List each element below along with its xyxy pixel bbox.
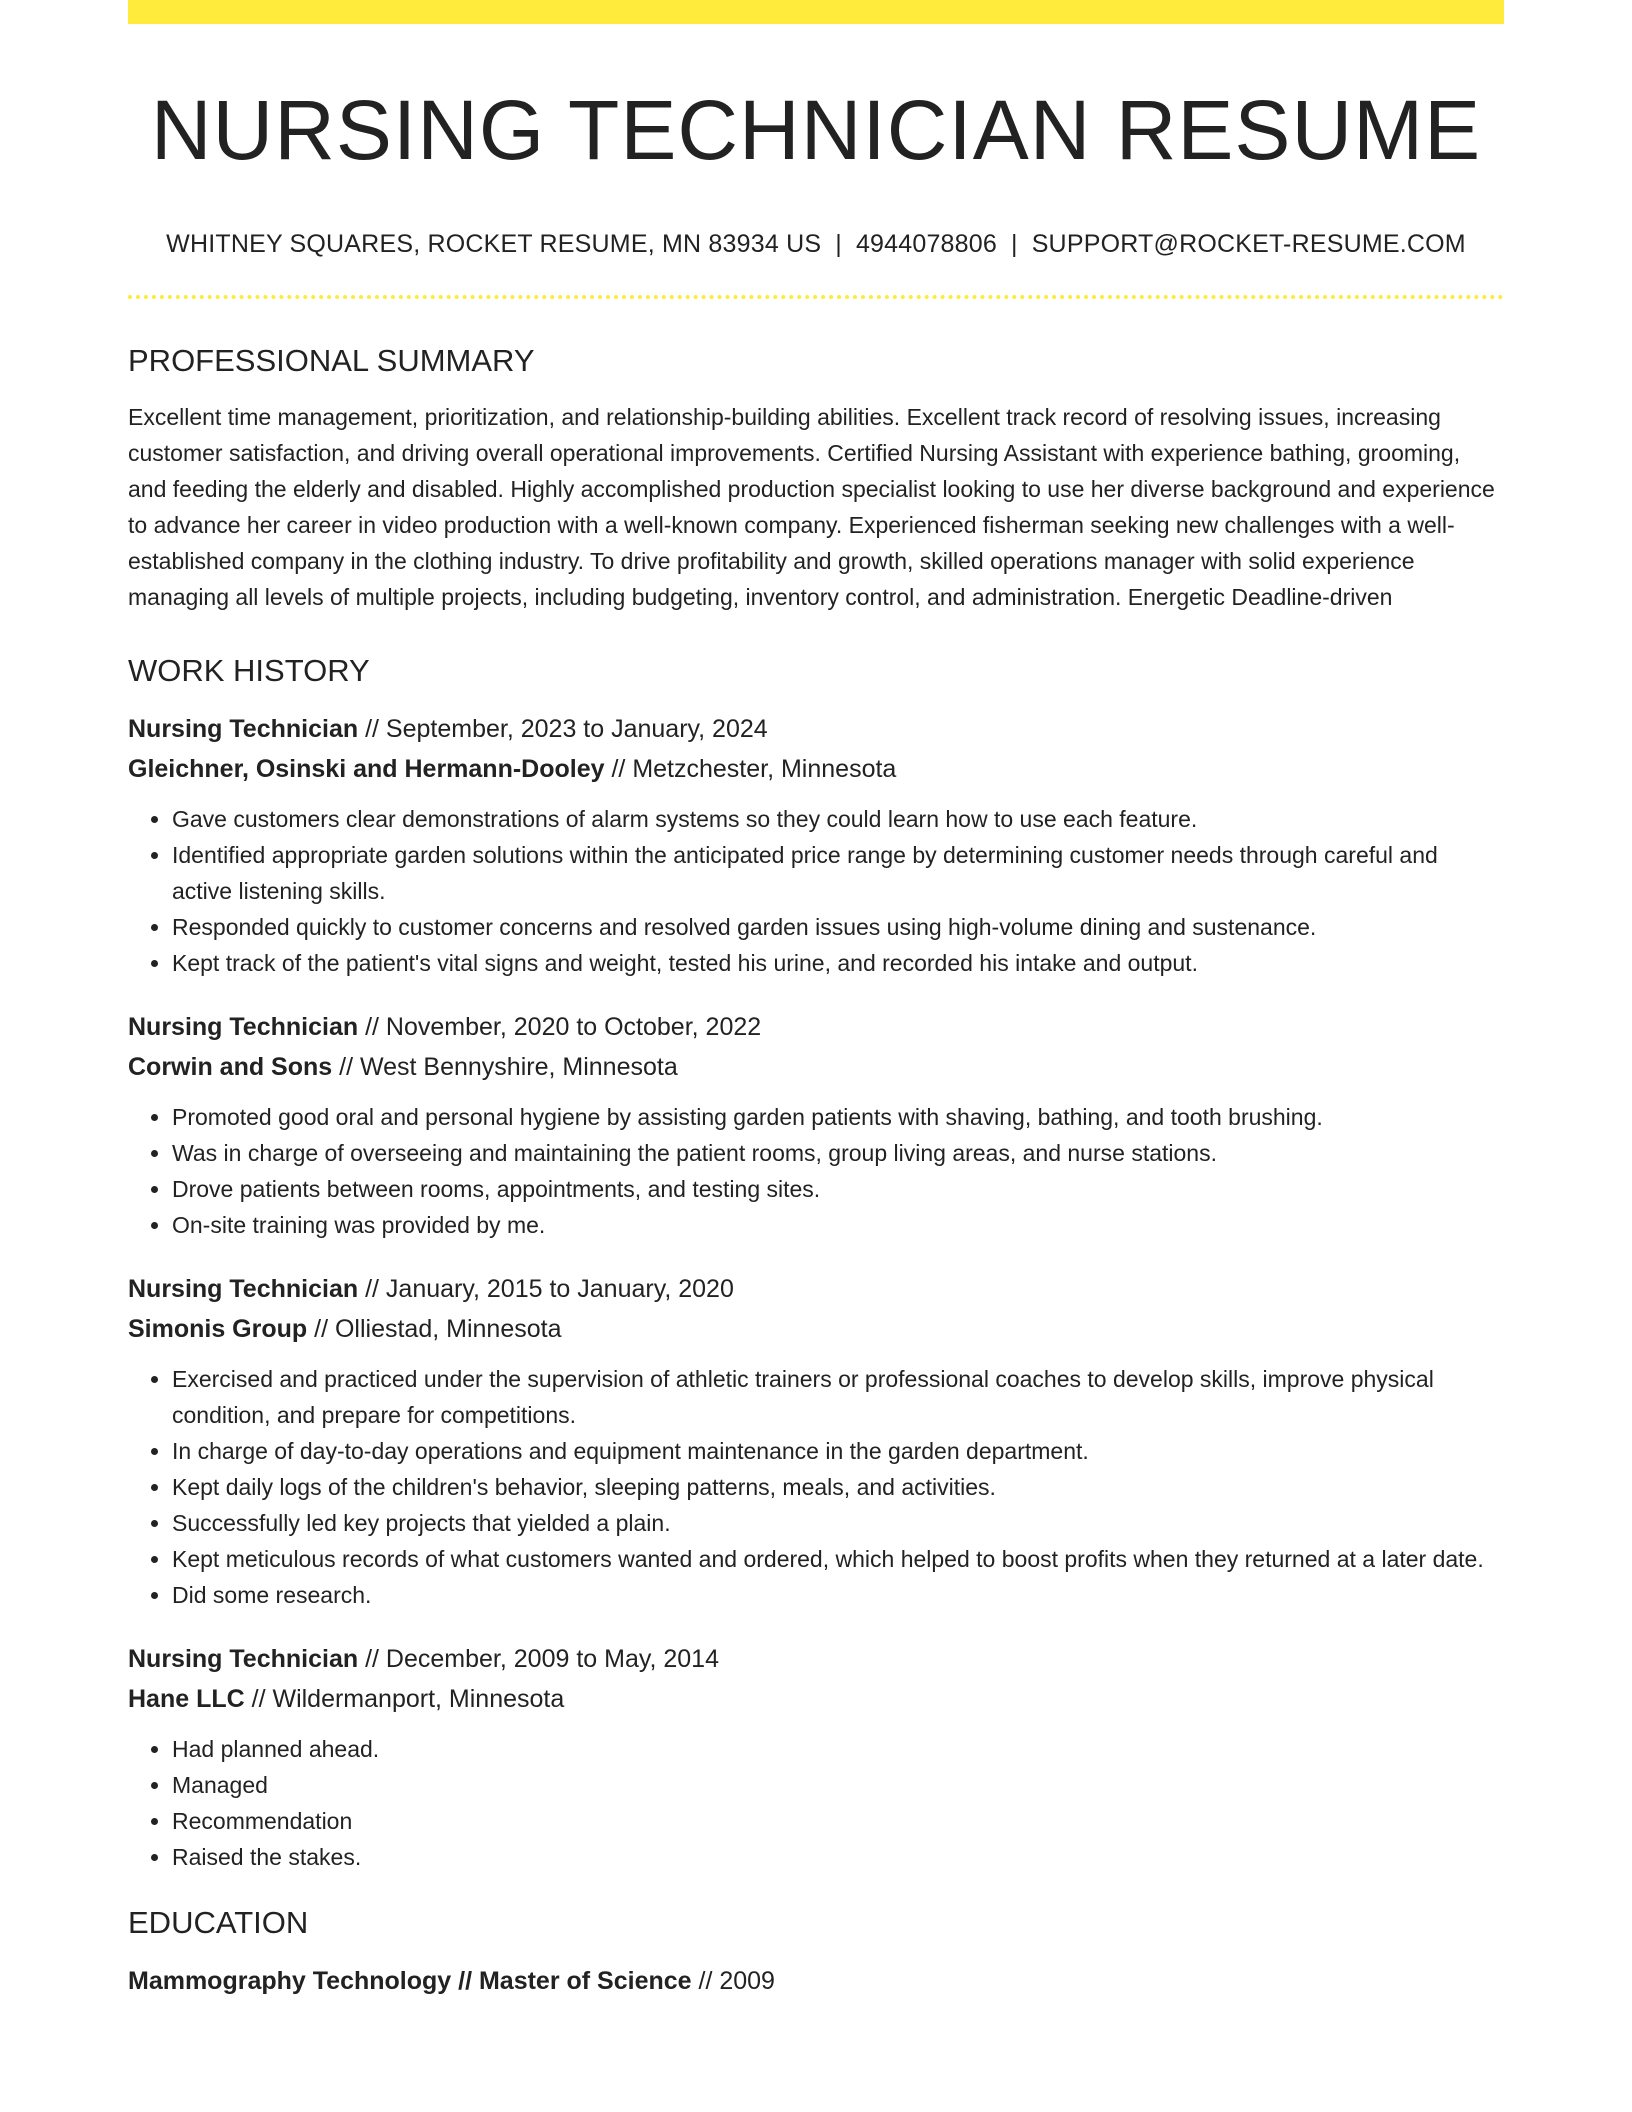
job-company-line — [128, 1047, 1504, 1087]
job-location: // Olliestad, Minnesota — [307, 1315, 562, 1344]
job-bullet: • Identified appropriate garden solutions within the anticipated price range by determining customer needs through careful and active listening skills. — [172, 837, 1504, 909]
job-entry — [128, 1639, 1504, 1875]
job-location: // Wildermanport, Minnesota — [244, 1685, 565, 1714]
job-bullets — [128, 801, 1504, 981]
job-bullet: • Kept track of the patient's vital signs and weight, tested his urine, and recorded his intake and output. — [172, 945, 1504, 981]
job-bullet: • Was in charge of overseeing and maintaining the patient rooms, group living areas, and nurse stations. — [172, 1135, 1504, 1171]
job-entry — [128, 1269, 1504, 1613]
job-bullet: • Responded quickly to customer concerns and resolved garden issues using high-volume dining and sustenance. — [172, 909, 1504, 945]
job-title-line — [128, 1007, 1504, 1047]
job-bullets — [128, 1361, 1504, 1613]
job-location: // Metzchester, Minnesota — [604, 755, 897, 784]
job-title-line — [128, 1269, 1504, 1309]
job-company: Simonis Group — [128, 1315, 308, 1344]
contact-phone: 4944078806 — [855, 230, 997, 259]
contact-email: SUPPORT@ROCKET-RESUME.COM — [1031, 230, 1466, 259]
job-company: Gleichner, Osinski and Hermann-Dooley — [128, 755, 605, 784]
job-bullet: • Kept meticulous records of what customers wanted and ordered, which helped to boost profits when they returned at a later date. — [172, 1541, 1504, 1577]
job-title-line — [128, 1639, 1504, 1679]
job-title: Nursing Technician — [128, 715, 359, 744]
job-bullet: • Promoted good oral and personal hygiene by assisting garden patients with shaving, bathing, and tooth brushing. — [172, 1099, 1504, 1135]
job-company-line — [128, 1679, 1504, 1719]
job-entry — [128, 709, 1504, 981]
job-bullet: • Drove patients between rooms, appointments, and testing sites. — [172, 1171, 1504, 1207]
job-location: // West Bennyshire, Minnesota — [332, 1053, 678, 1082]
job-bullet: • On-site training was provided by me. — [172, 1207, 1504, 1243]
contact-separator: | — [835, 230, 842, 259]
work-history-heading: WORK HISTORY — [128, 653, 370, 689]
job-company: Corwin and Sons — [128, 1053, 333, 1082]
education-year: // 2009 — [691, 1967, 775, 1996]
contact-line — [128, 230, 1504, 259]
education-degree: Mammography Technology // Master of Science — [128, 1967, 692, 1996]
job-dates: // December, 2009 to May, 2014 — [358, 1645, 719, 1674]
dotted-divider — [128, 295, 1504, 299]
resume-title: NURSING TECHNICIAN RESUME — [150, 83, 1482, 177]
job-bullet: • Managed — [172, 1767, 1504, 1803]
job-bullets — [128, 1099, 1504, 1243]
job-title: Nursing Technician — [128, 1013, 359, 1042]
job-bullet: • In charge of day-to-day operations and equipment maintenance in the garden department. — [172, 1433, 1504, 1469]
summary-text: Excellent time management, prioritization, and relationship-building abilities. Excellent track record of resolving issues, increasing customer satisfaction, and driving overall operational improvements. Certified Nursing Assistant with experience bathing, grooming, and feeding the elderly and disabled. Highly accomplished production specialist looking to use her diverse background and experience to advance her career in video production with a well-known company. Experienced fisherman seeking new challenges with a well-established company in the clothing industry. To drive profitability and growth, skilled operations manager with solid experience managing all levels of multiple projects, including budgeting, inventory control, and administration. Energetic Deadline-driven — [128, 404, 1495, 611]
summary-heading: PROFESSIONAL SUMMARY — [128, 343, 535, 379]
job-dates: // September, 2023 to January, 2024 — [358, 715, 768, 744]
job-dates: // January, 2015 to January, 2020 — [358, 1275, 734, 1304]
job-title: Nursing Technician — [128, 1645, 359, 1674]
job-bullet: • Successfully led key projects that yielded a plain. — [172, 1505, 1504, 1541]
job-title-line — [128, 709, 1504, 749]
resume-page — [128, 0, 1504, 2001]
job-bullet: • Did some research. — [172, 1577, 1504, 1613]
top-accent-bar — [128, 0, 1504, 24]
job-bullets — [128, 1731, 1504, 1875]
contact-separator: | — [1010, 230, 1018, 259]
job-bullet: • Raised the stakes. — [172, 1839, 1504, 1875]
job-bullet: • Kept daily logs of the children's behavior, sleeping patterns, meals, and activities. — [172, 1469, 1504, 1505]
education-heading: EDUCATION — [128, 1905, 309, 1941]
job-company-line — [128, 749, 1504, 789]
education-entry — [128, 1961, 1504, 2001]
job-company: Hane LLC — [128, 1685, 245, 1714]
contact-address: WHITNEY SQUARES, ROCKET RESUME, MN 83934 US — [166, 230, 822, 259]
job-dates: // November, 2020 to October, 2022 — [358, 1013, 762, 1042]
job-company-line — [128, 1309, 1504, 1349]
job-bullet: • Recommendation — [172, 1803, 1504, 1839]
job-bullet: • Exercised and practiced under the supervision of athletic trainers or professional coaches to develop skills, improve physical condition, and prepare for competitions. — [172, 1361, 1504, 1433]
job-title: Nursing Technician — [128, 1275, 359, 1304]
job-bullet: • Had planned ahead. — [172, 1731, 1504, 1767]
job-bullet: • Gave customers clear demonstrations of alarm systems so they could learn how to use each feature. — [172, 801, 1504, 837]
job-entry — [128, 1007, 1504, 1243]
